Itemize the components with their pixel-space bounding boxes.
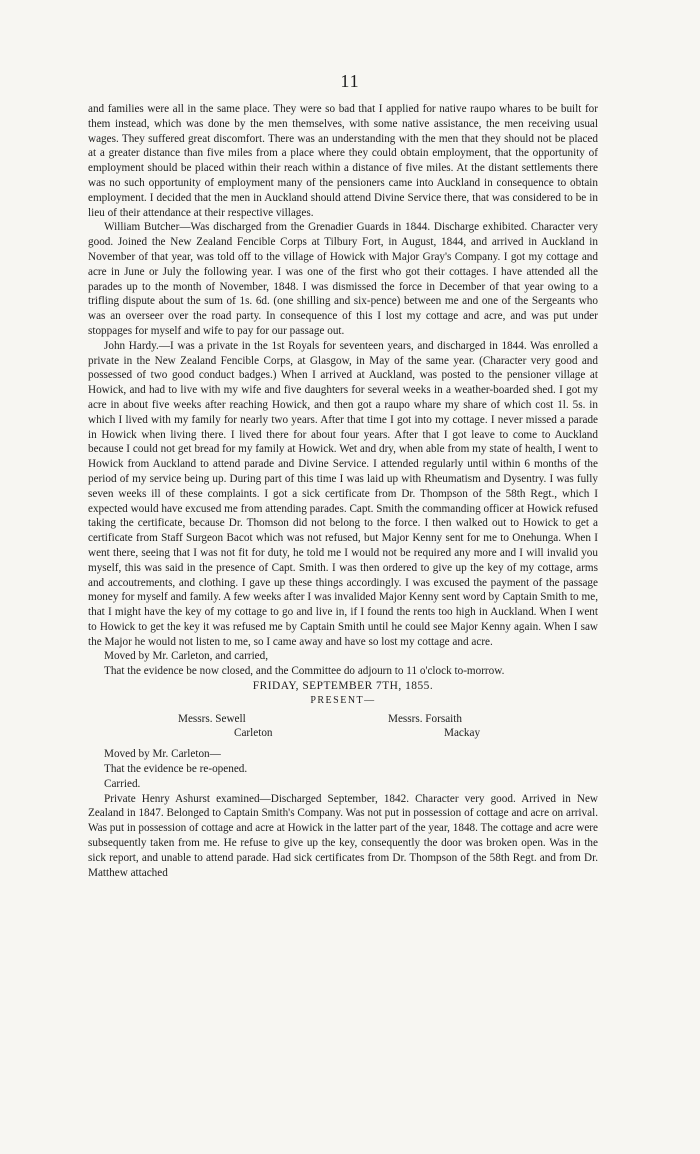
member-sewell: Messrs. Sewell — [178, 712, 246, 725]
body-text — [88, 102, 598, 880]
paragraph-carried: Carried. — [104, 777, 141, 790]
paragraph-henry-ashurst: Private Henry Ashurst examined—Discharged September, 1842. Character very good. Arrived in New Zealand in 1847. Belonged to Captain Smith's Company. Was not put in possession of cottage and acre on arrival. Was put in possession of cottage and acre at Howick in the latter part of the year, 1848. The cottage and acre were subsequently taken from me. He refuse to give up the key, consequently the door was broken open. Was in the sick report, and unable to attend parade. Had sick certificates from Dr. Thompson of the 58th Regt. and from Dr. Matthew attached — [88, 792, 598, 879]
paragraph-continuation: and families were all in the same place. They were so bad that I applied for native raupo whares to be built for them instead, which was done by the men themselves, with some native assistance, the men receiving usual wages. They suffered great discomfort. There was an understanding with the men that they should not be placed at a greater distance than five miles from a place where they could obtain employment, that the opportunity of employment should be placed within their reach within a distance of five miles. At the distant settlements there was no such opportunity of employment many of the pensioners came into Auckland in consequence to obtain employment. I decided that the men in Auckland should attend Divine Service there, that was considered to be in lieu of their attendance at their respective villages. — [88, 103, 598, 219]
member-forsaith: Messrs. Forsaith — [388, 712, 462, 725]
paragraph-william-butcher: William Butcher—Was discharged from the Grenadier Guards in 1844. Discharge exhibited. Character very good. Joined the New Zealand Fencible Corps at Tilbury Fort, in August, 1844, and arrived in Auckland in November of that year, was told off to the village of Howick with Major Gray's Company. I got my cottage and acre in June or July the following year. I was one of the first who got their cottages. I have attended all the parades up to the month of November, 1848. I was dismissed the force in December of that year owing to a trifling dispute about the sum of 1s. 6d. (one shilling and six-pence) between me and one of the Sergeants who was an overseer over the road party. In consequence of this I lost my cottage and acre, and was put under stoppages for myself and wife to pay for our passage out. — [88, 221, 598, 337]
present-label: PRESENT— — [310, 694, 376, 706]
paragraph-moved: Moved by Mr. Carleton— — [104, 748, 221, 761]
paragraph-john-hardy: John Hardy.—I was a private in the 1st Royals for seventeen years, and discharged in 1844. Was enrolled a private in the New Zealand Fencible Corps, at Glasgow, in May of the same year. (Character very good and possessed of two good conduct badges.) When I arrived at Auckland, was posted to the pensioner village at Howick, and had to live with my wife and five daughters for several weeks in a weather-boarded shed. I got my acre in about five weeks after reaching Howick, and then got a raupo whare my share of which cost 1l. 5s. in which I lived with my family for nearly two years. After that time I got into my cottage. I never missed a parade in Howick when living there. I lived there for about four years. After that I got leave to come to Auckland because I could not get bread for my family at Howick. Wet and dry, when able from my state of health, I went to Howick from Auckland to attend parade and Divine Service. I attended regularly until within 6 months of the period of my service being up. During part of this time I was laid up with Rheumatism and Dysentry. I was fully seven weeks ill of these complaints. I got a sick certificate from Dr. Thompson of the 58th Regt., which I expected would have excused me from attending parades. Capt. Smith the commanding officer at Howick refused taking the certificate, because Dr. Thomson did not belong to the force. I then walked out to Howick to get a certificate from Staff Surgeon Bacot which was not refused, but Major Kenny sent for me to Onehunga. When I went there, seeing that I was not fit for duty, he told me I would not be required any more and I will invalid you myself, this was said in the presence of Capt. Smith. I was then ordered to give up the key of my cottage, arms and accoutrements, and clothing. I gave up these things accordingly. I was excused the payment of the passage money for myself and family. A few weeks after I was invalided Major Kenny sent word by Captain Smith to me, that I might have the key of my cottage to go and live in, if I found the rents too high in Auckland. When I went to Howick to get the key it was refused me by Captain Smith until he could see Major Kenny again. When I saw the Major he would not listen to me, so I came away and have so lost my cottage and acre. — [88, 339, 598, 648]
members-list — [178, 712, 598, 742]
member-carleton: Carleton — [234, 727, 273, 740]
paragraph-resolution: That the evidence be now closed, and the Committee do adjourn to 11 o'clock to-morrow. — [104, 665, 505, 678]
members-left-column — [178, 712, 368, 742]
members-right-column — [388, 712, 578, 742]
member-mackay: Mackay — [444, 727, 481, 740]
paragraph-reopened: That the evidence be re-opened. — [104, 763, 248, 776]
paragraph-motion: Moved by Mr. Carleton, and carried, — [104, 650, 269, 663]
date-heading: FRIDAY, SEPTEMBER 7TH, 1855. — [252, 680, 434, 693]
page-number: 11 — [340, 71, 360, 91]
